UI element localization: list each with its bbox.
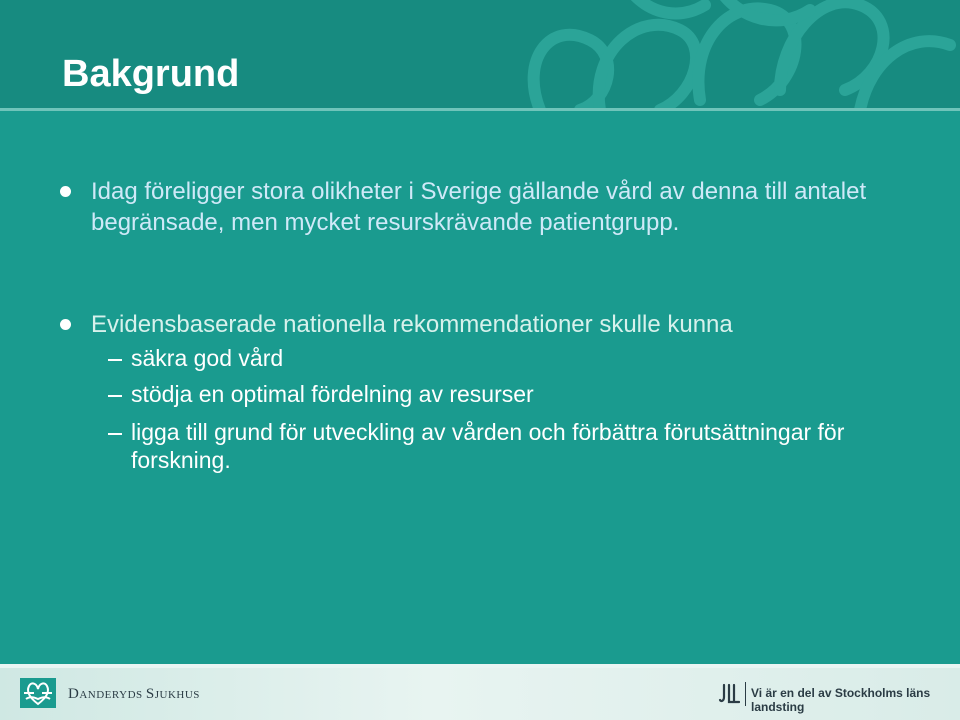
hospital-name-rest: ANDERYDS — [79, 689, 146, 701]
bullet-dot-icon — [60, 319, 71, 330]
footer-tagline: Vi är en del av Stockholms läns landsting — [751, 686, 931, 714]
bullet-text: Evidensbaserade nationella rekommendationer skulle kunna — [91, 311, 733, 338]
bullet-item — [60, 176, 920, 238]
title-band — [0, 0, 960, 108]
title-divider — [0, 108, 960, 111]
bullet-dot-icon — [60, 186, 71, 197]
sub-bullet-item — [108, 418, 888, 474]
sll-logo-icon — [718, 683, 740, 705]
hospital-name-initial: D — [68, 686, 80, 702]
sub-bullet-text: säkra god vård — [131, 345, 284, 371]
footer — [0, 668, 960, 720]
bullet-item — [60, 309, 920, 340]
danderyd-logo-icon — [20, 678, 56, 708]
sub-bullet-text: ligga till grund för utveckling av vården och förbättra förutsättningar för forskning. — [131, 419, 845, 473]
dash-icon — [108, 433, 122, 435]
slide-title: Bakgrund — [62, 53, 240, 95]
flower-decoration-icon — [480, 0, 960, 108]
footer-separator — [745, 682, 746, 706]
dash-icon — [108, 359, 122, 361]
hospital-name — [68, 686, 200, 703]
hospital-name-initial-2: S — [145, 686, 155, 702]
dash-icon — [108, 395, 122, 397]
sub-bullet-item — [108, 380, 888, 408]
sub-bullet-text: stödja en optimal fördelning av resurser — [131, 381, 534, 407]
sub-bullet-item — [108, 344, 888, 372]
bullet-text: Idag föreligger stora olikheter i Sverige gällande vård av denna till antalet begränsade, men mycket resurskrävande patientgrupp. — [91, 178, 867, 236]
hospital-name-rest-2: JUKHUS — [154, 689, 200, 701]
